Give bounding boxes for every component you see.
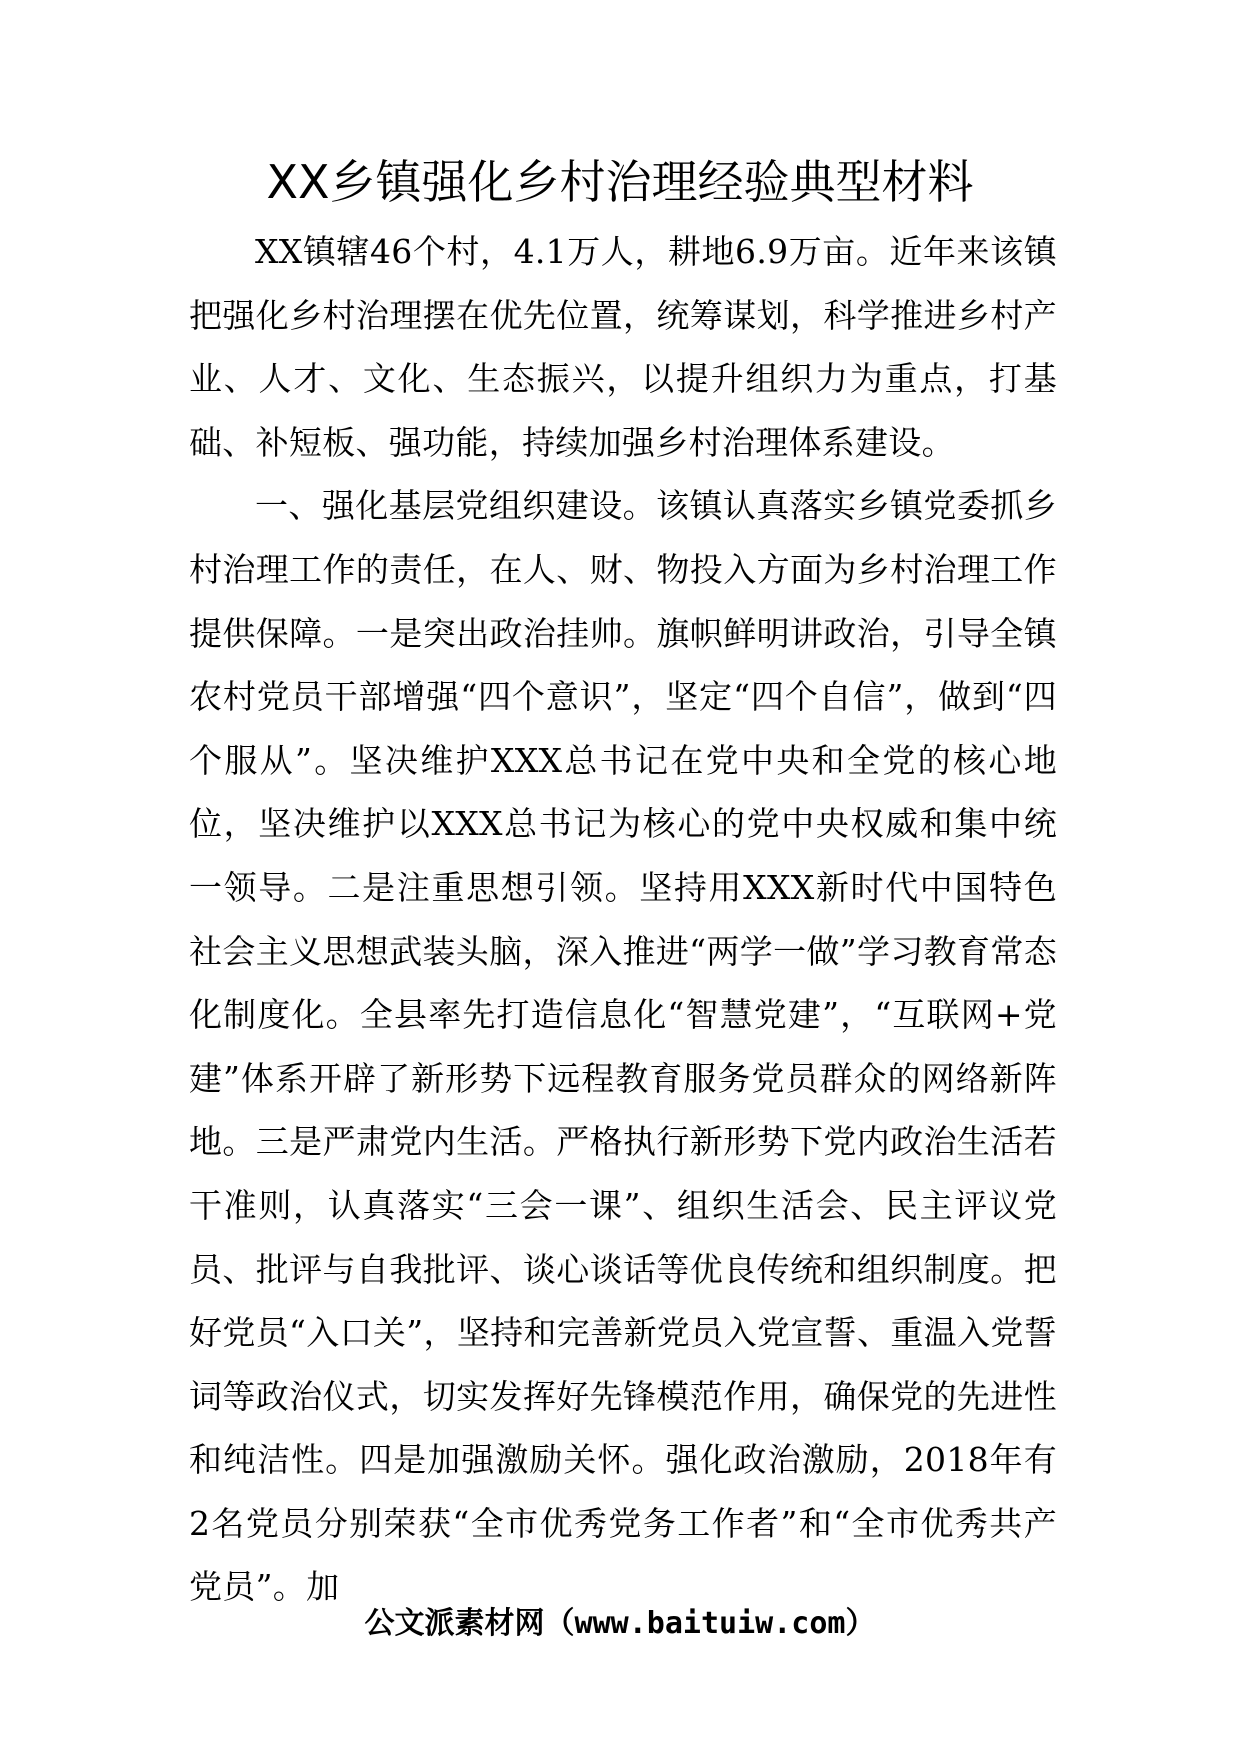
paragraph-intro: XX镇辖46个村，4.1万人，耕地6.9万亩。近年来该镇把强化乡村治理摆在优先位置，统筹谋划，科学推进乡村产业、人才、文化、生态振兴，以提升组织力为重点，打基础、补短板、强功能，持续加强乡村治理体系建设。 — [189, 232, 1057, 462]
document-body — [189, 220, 1057, 1619]
paragraph-section-one: 一、强化基层党组织建设。该镇认真落实乡镇党委抓乡村治理工作的责任，在人、财、物投入方面为乡村治理工作提供保障。一是突出政治挂帅。旗帜鲜明讲政治，引导全镇农村党员干部增强“四个意识”，坚定“四个自信”，做到“四个服从”。坚决维护XXX总书记在党中央和全党的核心地位，坚决维护以XXX总书记为核心的党中央权威和集中统一领导。二是注重思想引领。坚持用XXX新时代中国特色社会主义思想武装头脑，深入推进“两学一做”学习教育常态化制度化。全县率先打造信息化“智慧党建”，“互联网+党建”体系开辟了新形势下远程教育服务党员群众的网络新阵地。三是严肃党内生活。严格执行新形势下党内政治生活若干准则，认真落实“三会一课”、组织生活会、民主评议党员、批评与自我批评、谈心谈话等优良传统和组织制度。把好党员“入口关”，坚持和完善新党员入党宣誓、重温入党誓词等政治仪式，切实发挥好先锋模范作用，确保党的先进性和纯洁性。四是加强激励关怀。强化政治激励，2018年有2名党员分别荣获“全市优秀党务工作者”和“全市优秀共产党员”。加 — [189, 486, 1057, 1607]
footer-watermark: 公文派素材网（www.baituiw.com） — [364, 1606, 876, 1641]
document-title: XX乡镇强化乡村治理经验典型材料 — [266, 155, 974, 209]
